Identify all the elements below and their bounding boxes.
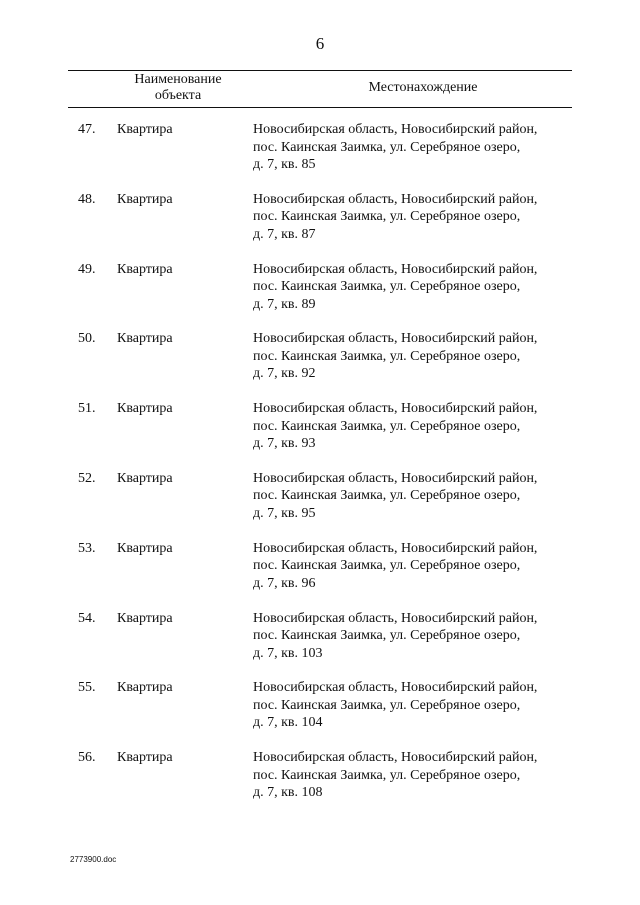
row-location: [253, 121, 573, 174]
row-number: 47.: [78, 122, 96, 137]
location-line: д. 7, кв. 93: [253, 436, 316, 452]
row-object-name: Квартира: [117, 750, 173, 766]
header-name-line1: Наименование: [134, 72, 222, 87]
row-object-name: Квартира: [117, 540, 173, 556]
location-line: пос. Каинская Заимка, ул. Серебряное озеро,: [253, 418, 521, 434]
header-location: Местонахождение: [368, 80, 478, 95]
table-row: [0, 679, 640, 749]
location-line: д. 7, кв. 92: [253, 366, 316, 382]
location-line: д. 7, кв. 96: [253, 575, 316, 591]
location-line: д. 7, кв. 103: [253, 645, 323, 661]
row-number: 53.: [78, 540, 96, 556]
location-line: пос. Каинская Заимка, ул. Серебряное озеро,: [253, 209, 521, 225]
table-body: [0, 121, 640, 819]
row-number: 51.: [78, 401, 96, 417]
row-number: 49.: [78, 261, 96, 277]
location-line: Новосибирская область, Новосибирский район,: [253, 191, 538, 207]
row-location: [253, 400, 573, 453]
location-line: пос. Каинская Заимка, ул. Серебряное озеро,: [253, 279, 521, 295]
location-line: Новосибирская область, Новосибирский район,: [253, 331, 538, 347]
row-location: [253, 261, 573, 314]
page-number: 6: [315, 34, 325, 53]
location-line: Новосибирская область, Новосибирский район,: [253, 261, 538, 277]
row-number: 50.: [78, 331, 96, 347]
location-line: Новосибирская область, Новосибирский район,: [253, 401, 538, 417]
row-object-name: Квартира: [117, 610, 173, 626]
location-line: Новосибирская область, Новосибирский район,: [253, 680, 538, 696]
row-number: 52.: [78, 470, 96, 486]
location-line: Новосибирская область, Новосибирский район,: [253, 540, 538, 556]
row-location: [253, 540, 573, 593]
location-line: Новосибирская область, Новосибирский район,: [253, 610, 538, 626]
location-line: д. 7, кв. 108: [253, 785, 323, 801]
row-object-name: Квартира: [117, 122, 173, 137]
row-location: [253, 679, 573, 732]
row-object-name: Квартира: [117, 470, 173, 486]
row-location: [253, 470, 573, 523]
row-number: 56.: [78, 750, 96, 766]
location-line: пос. Каинская Заимка, ул. Серебряное озеро,: [253, 488, 521, 504]
row-location: [253, 749, 573, 802]
location-line: пос. Каинская Заимка, ул. Серебряное озеро,: [253, 628, 521, 644]
table-row: [0, 121, 640, 191]
row-object-name: Квартира: [117, 401, 173, 417]
row-location: [253, 330, 573, 383]
location-line: пос. Каинская Заимка, ул. Серебряное озеро,: [253, 139, 521, 155]
location-line: д. 7, кв. 104: [253, 715, 323, 731]
table-row: [0, 261, 640, 331]
row-object-name: Квартира: [117, 331, 173, 347]
table-row: [0, 191, 640, 261]
location-line: д. 7, кв. 85: [253, 157, 316, 172]
location-line: пос. Каинская Заимка, ул. Серебряное озеро,: [253, 767, 521, 783]
location-line: д. 7, кв. 89: [253, 296, 316, 312]
row-number: 48.: [78, 191, 96, 207]
row-location: [253, 191, 573, 244]
location-line: Новосибирская область, Новосибирский район,: [253, 750, 538, 766]
document-filename: 2773900.doc: [70, 855, 117, 864]
table-row: [0, 610, 640, 680]
location-line: Новосибирская область, Новосибирский район,: [253, 470, 538, 486]
header-object-name: [100, 72, 256, 104]
location-line: пос. Каинская Заимка, ул. Серебряное озеро,: [253, 697, 521, 713]
table-row: [0, 540, 640, 610]
location-line: д. 7, кв. 95: [253, 505, 316, 521]
row-number: 54.: [78, 610, 96, 626]
location-line: пос. Каинская Заимка, ул. Серебряное озеро,: [253, 558, 521, 574]
header-name-line2: объекта: [154, 88, 202, 103]
table-row: [0, 749, 640, 819]
table-row: [0, 330, 640, 400]
row-object-name: Квартира: [117, 261, 173, 277]
location-line: д. 7, кв. 87: [253, 226, 316, 242]
row-location: [253, 610, 573, 663]
table-row: [0, 470, 640, 540]
location-line: пос. Каинская Заимка, ул. Серебряное озеро,: [253, 348, 521, 364]
table-row: [0, 400, 640, 470]
location-line: Новосибирская область, Новосибирский район,: [253, 122, 538, 137]
row-number: 55.: [78, 680, 96, 696]
table-header: [68, 70, 572, 108]
row-object-name: Квартира: [117, 680, 173, 696]
row-object-name: Квартира: [117, 191, 173, 207]
